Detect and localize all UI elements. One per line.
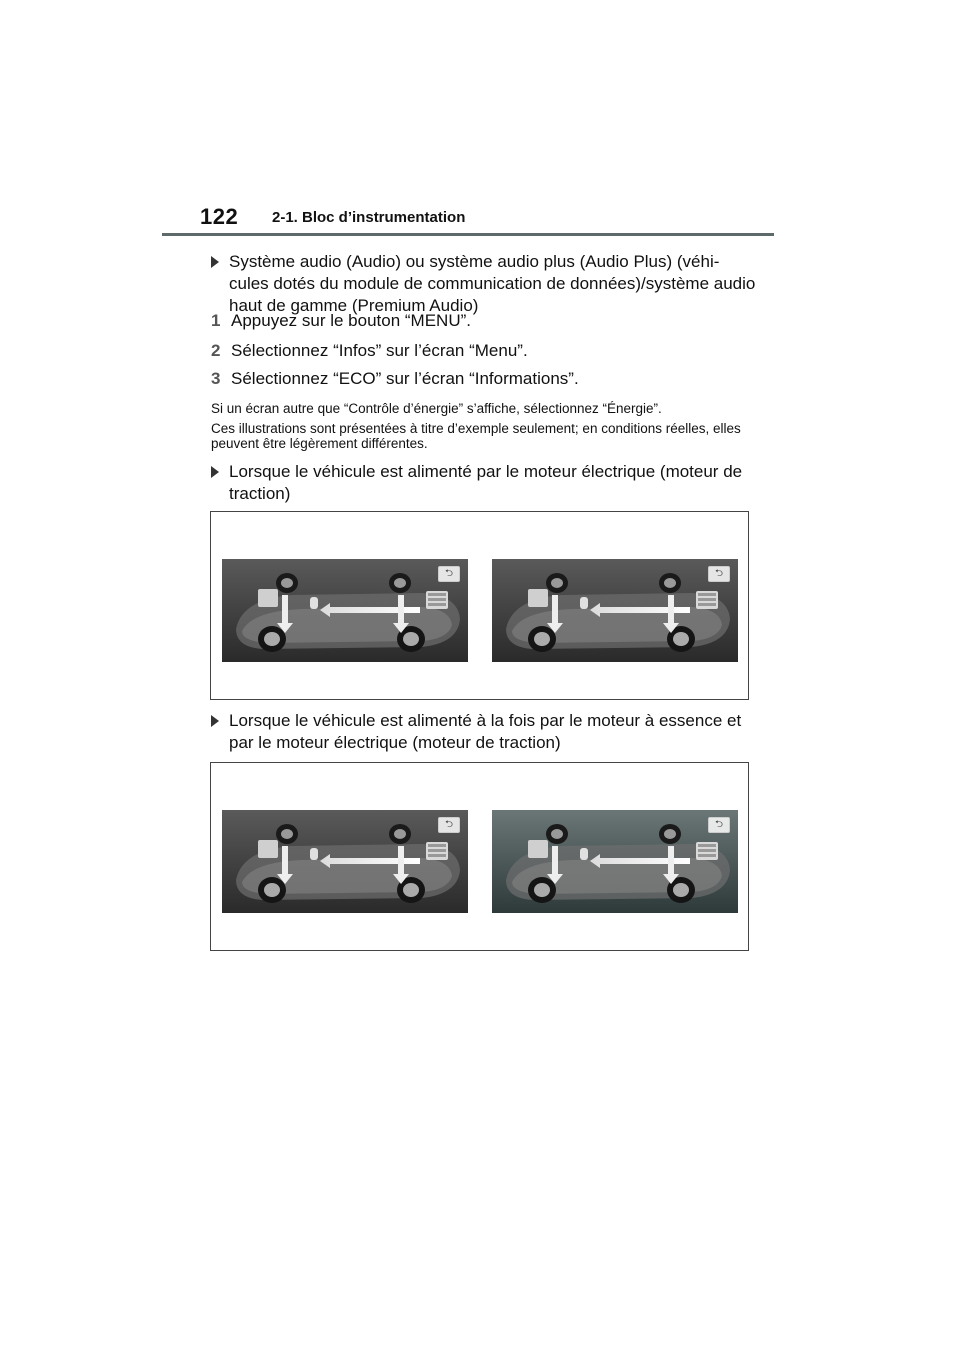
energy-monitor-screen-right [492,559,738,662]
step-number: 3 [211,369,221,388]
back-arrow-icon: ⮌ [708,566,730,582]
energy-monitor-screen-left [222,559,468,662]
step-text: Sélectionnez “ECO” sur l’écran “Informations”. [231,369,579,388]
step-number: 2 [211,341,221,360]
back-arrow-icon: ⮌ [438,817,460,833]
page-header [200,204,774,234]
back-arrow-icon: ⮌ [708,817,730,833]
step-text: Appuyez sur le bouton “MENU”. [231,311,471,330]
section2-bullet-text: Lorsque le véhicule est alimenté à la fois par le moteur à essence et par le moteur électrique (moteur de traction) [229,711,742,752]
figure-electric-motor [210,511,749,700]
figure-hybrid [210,762,749,951]
step-3 [211,368,579,390]
step-text: Sélectionnez “Infos” sur l’écran “Menu”. [231,341,528,360]
energy-monitor-screen-left [222,810,468,913]
triangle-bullet-icon [211,256,219,268]
step-2 [211,340,528,362]
section2-bullet [211,710,759,754]
triangle-bullet-icon [211,715,219,727]
page-number: 122 [200,204,239,229]
back-arrow-icon: ⮌ [438,566,460,582]
step-number: 1 [211,311,221,330]
energy-monitor-screen-right [492,810,738,913]
section1-bullet [211,461,759,505]
step-1 [211,310,471,332]
section1-bullet-text: Lorsque le véhicule est alimenté par le moteur électrique (moteur de traction) [229,462,743,503]
note-illustration-disclaimer: Ces illustrations sont présentées à titre d’exemple seulement; en conditions réelles, elles peuvent être légèrement différentes. [211,421,741,451]
note-energy-screen: Si un écran autre que “Contrôle d’énergie” s’affiche, sélectionnez “Énergie”. [211,401,662,416]
intro-bullet-text: Système audio (Audio) ou système audio plus (Audio Plus) (véhi-cules dotés du module de communication de données)/système audio haut de gamme (Premium Audio) [229,252,756,315]
triangle-bullet-icon [211,466,219,478]
header-divider [162,233,774,236]
section-title: 2-1. Bloc d’instrumentation [272,209,466,226]
intro-bullet [211,251,759,317]
